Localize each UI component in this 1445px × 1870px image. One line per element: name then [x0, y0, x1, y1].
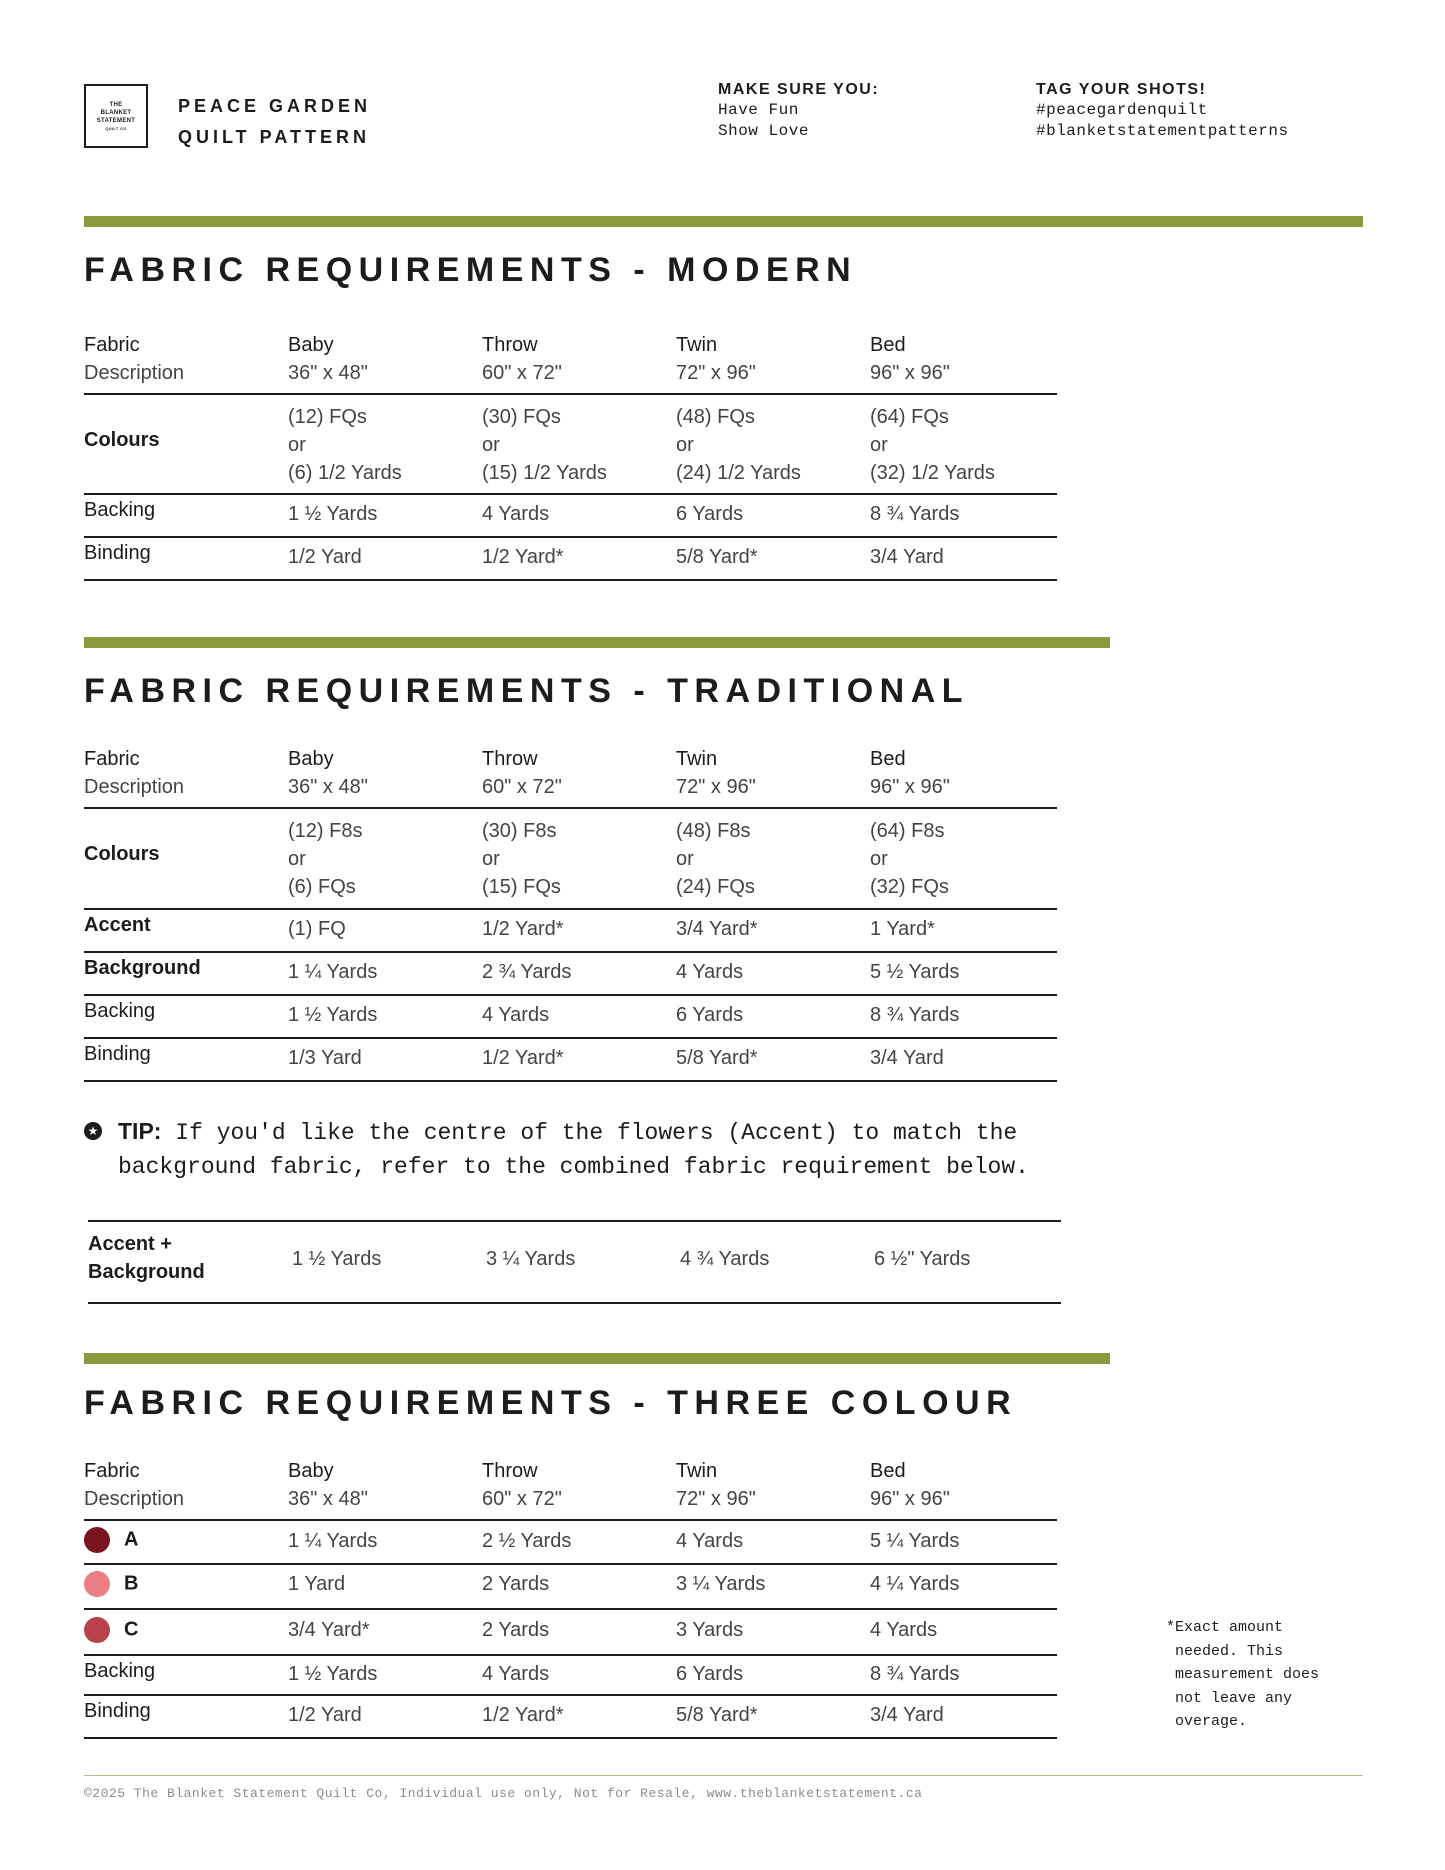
table-cell: 8 ¾ Yards [870, 1004, 960, 1026]
pattern-name-line: QUILT PATTERN [178, 127, 370, 147]
table-cell: 6 Yards [676, 1004, 744, 1026]
table-header [84, 331, 1057, 395]
table-cell: 1/2 Yard* [482, 546, 564, 568]
table-cell: 8 ¾ Yards [870, 503, 960, 525]
row-label: Accent [84, 914, 151, 936]
table-cell: 4 Yards [676, 961, 744, 983]
table-cell: 1 ¼ Yards [288, 1530, 378, 1552]
tag-block [1036, 80, 1289, 142]
modern-table [84, 331, 1057, 581]
table-cell: 5/8 Yard* [676, 546, 758, 568]
header-fabric-description: Fabric Description [84, 748, 185, 798]
make-sure-heading: MAKE SURE YOU: [718, 81, 880, 98]
section-divider [84, 216, 1363, 227]
table-cell: 4 ¾ Yards [680, 1248, 770, 1270]
row-label: Colours [84, 843, 160, 865]
header-twin: Twin 72" x 96" [676, 1460, 756, 1510]
pattern-name [178, 91, 371, 153]
table-row [84, 395, 1057, 495]
table-cell: 1 ½ Yards [292, 1248, 382, 1270]
logo-line: STATEMENT [96, 117, 136, 124]
swatch-b [84, 1571, 110, 1597]
swatch-c [84, 1617, 110, 1643]
pattern-name-line: PEACE GARDEN [178, 96, 372, 116]
table-cell: 4 Yards [482, 1663, 550, 1685]
table-cell: (48) FQs or (24) 1/2 Yards [676, 406, 801, 484]
section-title-traditional: FABRIC REQUIREMENTS - TRADITIONAL [84, 672, 970, 710]
header-baby: Baby 36" x 48" [288, 1460, 368, 1510]
table-cell: 1/2 Yard* [482, 1704, 564, 1726]
row-label: B [84, 1571, 138, 1597]
tip-text: background fabric, refer to the combined fabric requirement below. [118, 1154, 1029, 1180]
note-line: measurement does [1175, 1666, 1320, 1683]
row-label: Binding [84, 542, 151, 564]
row-label: Background [84, 957, 201, 979]
star-icon: ★ [84, 1122, 102, 1140]
table-cell: 1 ½ Yards [288, 1663, 378, 1685]
brand-logo [84, 84, 148, 148]
row-label: Binding [84, 1043, 151, 1065]
table-cell: 3 Yards [676, 1619, 744, 1641]
note-line: needed. This [1175, 1642, 1284, 1660]
note-line: *Exact amount [1166, 1619, 1284, 1636]
header-baby: Baby 36" x 48" [288, 748, 368, 798]
tag-heading: TAG YOUR SHOTS! [1036, 81, 1207, 98]
row-label: Accent + Background [88, 1233, 205, 1283]
row-label: Backing [84, 1660, 156, 1682]
header-bed: Bed 96" x 96" [870, 334, 950, 384]
table-row [84, 1521, 1057, 1565]
table-cell: 5 ¼ Yards [870, 1530, 960, 1552]
table-cell: 3/4 Yard [870, 546, 944, 568]
table-cell: (12) FQs or (6) 1/2 Yards [288, 406, 402, 484]
section-title-modern: FABRIC REQUIREMENTS - MODERN [84, 251, 858, 289]
tip-note [84, 1114, 1184, 1184]
table-row [84, 538, 1057, 581]
table-cell: 3/4 Yard* [676, 918, 758, 940]
logo-line: THE [109, 101, 123, 108]
section-divider [84, 1353, 1110, 1364]
header-fabric-description: Fabric Description [84, 1460, 185, 1510]
logo-line: QUILT CO [105, 125, 127, 131]
table-cell: 2 Yards [482, 1619, 550, 1641]
swatch-a [84, 1527, 110, 1553]
table-header [84, 1457, 1057, 1521]
section-divider [84, 637, 1110, 648]
table-row [84, 809, 1057, 910]
table-cell: 1 ½ Yards [288, 1004, 378, 1026]
row-label: Backing [84, 499, 156, 521]
section-title-three-colour: FABRIC REQUIREMENTS - THREE COLOUR [84, 1384, 1018, 1422]
table-cell: (30) FQs or (15) 1/2 Yards [482, 406, 607, 484]
table-row [84, 910, 1057, 953]
hashtag: #peacegardenquilt [1036, 101, 1208, 119]
make-sure-item: Have Fun [718, 101, 799, 119]
table-cell: 3/4 Yard [870, 1047, 944, 1069]
table-row [84, 1656, 1057, 1696]
header-throw: Throw 60" x 72" [482, 1460, 562, 1510]
table-row [84, 1039, 1057, 1082]
table-cell: 1/2 Yard [288, 1704, 362, 1726]
tip-label: TIP: [118, 1118, 162, 1144]
note-line: not leave any [1175, 1689, 1293, 1707]
table-cell: 5 ½ Yards [870, 961, 960, 983]
table-cell: 4 ¼ Yards [870, 1573, 960, 1595]
table-cell: 6 ½" Yards [874, 1248, 971, 1270]
make-sure-item: Show Love [718, 122, 809, 140]
table-cell: 2 Yards [482, 1573, 550, 1595]
table-cell: 5/8 Yard* [676, 1704, 758, 1726]
row-label: Backing [84, 1000, 156, 1022]
table-cell: (48) F8s or (24) FQs [676, 820, 755, 898]
exact-amount-note [1166, 1616, 1319, 1734]
header-throw: Throw 60" x 72" [482, 748, 562, 798]
header-twin: Twin 72" x 96" [676, 334, 756, 384]
table-cell: 3/4 Yard* [288, 1619, 370, 1641]
header-bed: Bed 96" x 96" [870, 748, 950, 798]
table-cell: 4 Yards [870, 1619, 938, 1641]
table-cell: 6 Yards [676, 503, 744, 525]
traditional-table [84, 745, 1057, 1082]
table-cell: 3 ¼ Yards [486, 1248, 576, 1270]
header-twin: Twin 72" x 96" [676, 748, 756, 798]
table-cell: (12) F8s or (6) FQs [288, 820, 363, 898]
header-throw: Throw 60" x 72" [482, 334, 562, 384]
row-label: C [84, 1617, 138, 1643]
copyright-footer: ©2025 The Blanket Statement Quilt Co, Individual use only, Not for Resale, www.theblanketstatement.ca [84, 1786, 923, 1801]
table-cell: 1 ½ Yards [288, 503, 378, 525]
table-row [84, 1696, 1057, 1739]
tip-text: If you'd like the centre of the flowers (Accent) to match the [175, 1120, 1018, 1146]
table-cell: 2 ½ Yards [482, 1530, 572, 1552]
table-cell: 4 Yards [676, 1530, 744, 1552]
table-cell: 1 Yard [288, 1573, 346, 1595]
combined-table [88, 1220, 1061, 1304]
table-cell: 3/4 Yard [870, 1704, 944, 1726]
table-cell: (1) FQ [288, 918, 346, 940]
row-label: Colours [84, 429, 160, 451]
table-header [84, 745, 1057, 809]
table-cell: (64) F8s or (32) FQs [870, 820, 949, 898]
table-row [84, 495, 1057, 538]
hashtag: #blanketstatementpatterns [1036, 122, 1289, 140]
footer-divider [84, 1775, 1363, 1776]
table-row [84, 953, 1057, 996]
three-colour-table [84, 1457, 1057, 1739]
table-cell: 3 ¼ Yards [676, 1573, 766, 1595]
table-cell: 5/8 Yard* [676, 1047, 758, 1069]
header-baby: Baby 36" x 48" [288, 334, 368, 384]
table-row [84, 1565, 1057, 1610]
table-cell: (30) F8s or (15) FQs [482, 820, 561, 898]
header-bed: Bed 96" x 96" [870, 1460, 950, 1510]
table-cell: 1/2 Yard* [482, 918, 564, 940]
table-cell: 1 ¼ Yards [288, 961, 378, 983]
table-cell: 2 ¾ Yards [482, 961, 572, 983]
table-cell: (64) FQs or (32) 1/2 Yards [870, 406, 995, 484]
table-cell: 6 Yards [676, 1663, 744, 1685]
row-label: A [84, 1527, 138, 1553]
table-cell: 1 Yard* [870, 918, 935, 940]
row-label: Binding [84, 1700, 151, 1722]
header-fabric-description: Fabric Description [84, 334, 185, 384]
table-cell: 1/3 Yard [288, 1047, 362, 1069]
table-row [88, 1222, 1061, 1304]
note-line: overage. [1175, 1713, 1248, 1730]
logo-line: BLANKET [100, 109, 132, 116]
table-cell: 8 ¾ Yards [870, 1663, 960, 1685]
table-cell: 4 Yards [482, 503, 550, 525]
table-cell: 1/2 Yard* [482, 1047, 564, 1069]
table-cell: 4 Yards [482, 1004, 550, 1026]
make-sure-block [718, 80, 879, 142]
table-row [84, 1610, 1057, 1656]
table-row [84, 996, 1057, 1039]
table-cell: 1/2 Yard [288, 546, 362, 568]
